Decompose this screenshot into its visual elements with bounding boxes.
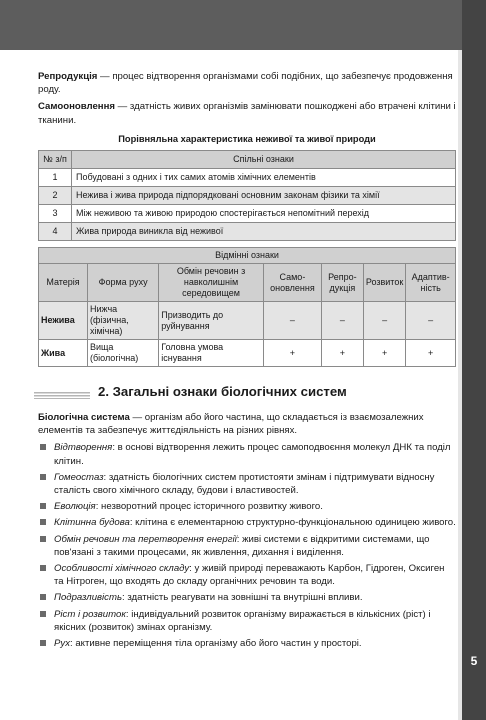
bullet-square-icon xyxy=(40,474,46,480)
page-sidebar xyxy=(462,0,486,720)
page-number: 5 xyxy=(470,654,478,668)
definition-self-renewal: Самооновлення — здатність живих організмів замінювати пошкоджені або втрачені клітини і тканини. xyxy=(38,101,456,126)
table-cell: Вища (біологічна) xyxy=(88,340,159,367)
definition-reproduction: Репродукція — процес відтворення організмами собі подібних, що забезпечує продовження роду. xyxy=(38,71,453,96)
bullet-square-icon xyxy=(40,565,46,571)
column-header: Обмін речовин з навколишнім середовищем xyxy=(159,264,264,302)
row-text: Нежива і жива природа підпорядковані основним законам фізики та хімії xyxy=(72,187,456,205)
biosystem-definition: Біологічна система — організм або його частина, що складається із взаємозалежних елементів та забезпечує життєдіяльність на різних рівнях. xyxy=(38,412,424,437)
differences-table xyxy=(38,247,456,367)
table-cell: Нижча (фізична, хімічна) xyxy=(88,302,159,340)
bullet-square-icon xyxy=(40,536,46,542)
row-num: 2 xyxy=(39,187,72,205)
table-row xyxy=(39,169,456,187)
bullet-square-icon xyxy=(40,503,46,509)
header-num: № з/п xyxy=(39,151,72,169)
list-item: Клітинна будова: клітина є елементарною структурно-функціональною одиницею живого. xyxy=(38,516,456,529)
table-row xyxy=(39,340,456,367)
table-cell: – xyxy=(321,302,363,340)
table-cell: + xyxy=(363,340,405,367)
row-label: Жива xyxy=(39,340,88,367)
row-num: 4 xyxy=(39,223,72,241)
list-item: Обмін речовин та перетворення енергії: живі системи є відкритими системами, що пов'язані з такими процесами, як живлення, дихання і виділення. xyxy=(38,533,456,559)
table-row xyxy=(39,302,456,340)
table-row xyxy=(39,187,456,205)
column-header: Репро-дукція xyxy=(321,264,363,302)
table-cell: – xyxy=(363,302,405,340)
table-row xyxy=(39,205,456,223)
table-cell: + xyxy=(321,340,363,367)
list-item: Подразливість: здатність реагувати на зовнішні та внутрішні впливи. xyxy=(38,591,456,604)
list-item: Рух: активне переміщення тіла організму або його частин у просторі. xyxy=(38,637,456,650)
table-row xyxy=(39,223,456,241)
header-common: Спільні ознаки xyxy=(72,151,456,169)
bullet-square-icon xyxy=(40,519,46,525)
table-title-row xyxy=(39,248,456,264)
table-cell: – xyxy=(406,302,456,340)
table-header-row xyxy=(39,264,456,302)
row-num: 3 xyxy=(39,205,72,223)
row-text: Жива природа виникла від неживої xyxy=(72,223,456,241)
differences-title: Відмінні ознаки xyxy=(39,248,456,264)
table-cell: – xyxy=(263,302,321,340)
common-features-table xyxy=(38,150,456,241)
list-item: Еволюція: незворотний процес історичного розвитку живого. xyxy=(38,500,456,513)
table-cell: + xyxy=(406,340,456,367)
list-item: Особливості хімічного складу: у живій природі переважають Карбон, Гідроген, Оксиген та Нітроген, що входять до складу органічних речовин та води. xyxy=(38,562,456,588)
list-item: Гомеостаз: здатність біологічних систем протистояти змінам і підтримувати відносну сталість свого хімічного складу, будови і властивостей. xyxy=(38,471,456,497)
page-content xyxy=(38,70,456,653)
column-header: Матерія xyxy=(39,264,88,302)
list-item: Ріст і розвиток: індивідуальний розвиток організму виражається в кількісних (ріст) і якісних (розвиток) змінах організму. xyxy=(38,608,456,634)
table-title: Порівняльна характеристика неживої та живої природи xyxy=(118,133,376,144)
bullet-square-icon xyxy=(40,611,46,617)
bullet-square-icon xyxy=(40,640,46,646)
section-heading xyxy=(38,385,456,405)
features-list xyxy=(38,441,456,650)
table-cell: + xyxy=(263,340,321,367)
top-header-bar xyxy=(0,0,486,50)
table-cell: Призводить до руйнування xyxy=(159,302,264,340)
bullet-square-icon xyxy=(40,444,46,450)
column-header: Форма руху xyxy=(88,264,159,302)
column-header: Адаптив-ність xyxy=(406,264,456,302)
column-header: Само-оновлення xyxy=(263,264,321,302)
list-item: Відтворення: в основі відтворення лежить процес самоподвоєння молекул ДНК та поділ клітин. xyxy=(38,441,456,467)
bullet-square-icon xyxy=(40,594,46,600)
column-header: Розвиток xyxy=(363,264,405,302)
row-num: 1 xyxy=(39,169,72,187)
row-label: Нежива xyxy=(39,302,88,340)
row-text: Між неживою та живою природою спостерігається непомітний перехід xyxy=(72,205,456,223)
row-text: Побудовані з одних і тих самих атомів хімічних елементів xyxy=(72,169,456,187)
table-cell: Головна умова існування xyxy=(159,340,264,367)
section-title: 2. Загальні ознаки біологічних систем xyxy=(98,384,347,400)
table-header-row xyxy=(39,151,456,169)
heading-rule xyxy=(34,392,90,399)
